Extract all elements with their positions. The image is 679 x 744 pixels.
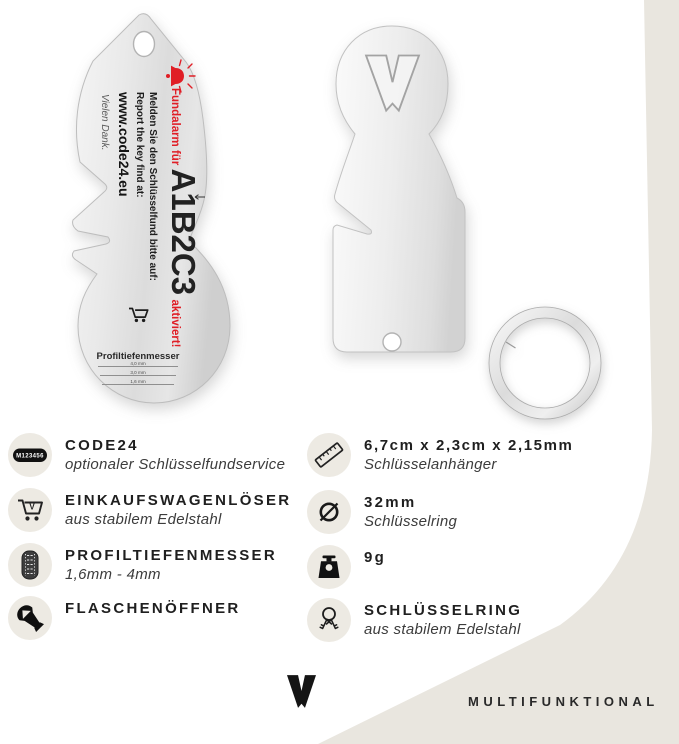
feature-code24 xyxy=(8,433,285,477)
feature-bottle-opener xyxy=(8,596,241,640)
feature-subtitle: aus stabilem Edelstahl xyxy=(65,511,222,528)
gauge-title: Profiltiefenmesser xyxy=(96,351,180,362)
footer-tagline: MULTIFUNKTIONAL xyxy=(468,694,659,709)
alarm-suffix-text: aktiviert! xyxy=(169,299,181,348)
feature-subtitle: 1,6mm - 4mm xyxy=(65,566,161,583)
svg-text:1,6 mm: 1,6 mm xyxy=(130,379,146,384)
feature-subtitle: Schlüsselanhänger xyxy=(364,456,497,473)
feature-ring-diameter xyxy=(307,490,457,534)
feature-tread-gauge xyxy=(8,543,277,587)
svg-text:4,0 mm: 4,0 mm xyxy=(130,361,146,366)
feature-subtitle: Schlüsselring xyxy=(364,513,458,530)
ruler-icon xyxy=(307,433,351,477)
feature-subtitle: optionaler Schlüsselfundservice xyxy=(65,456,286,473)
feature-title: 9g xyxy=(364,549,387,566)
svg-text:V: V xyxy=(29,502,35,512)
feature-title: SCHLÜSSELRING xyxy=(364,602,523,619)
left-tag-hole xyxy=(134,32,155,57)
report-line-de: Melden Sie den Schlüsselfund bitte auf: xyxy=(147,92,158,281)
feature-dimensions xyxy=(307,433,574,477)
feature-weight xyxy=(307,545,386,589)
brand-v-logo xyxy=(283,673,320,711)
right-tag-hole xyxy=(383,333,401,351)
svg-text:3,0 mm: 3,0 mm xyxy=(130,370,146,375)
svg-text:M123456: M123456 xyxy=(16,453,44,460)
key-ring-photo xyxy=(486,304,604,422)
feature-title: 32mm xyxy=(364,494,417,511)
code24-url: www.code24.eu xyxy=(116,92,132,197)
split-ring-gap xyxy=(506,342,516,348)
id-tag-icon xyxy=(8,433,52,477)
feature-title: PROFILTIEFENMESSER xyxy=(65,547,277,564)
alarm-prefix-text: Fundalarm für xyxy=(169,88,181,169)
feature-title: EINKAUFSWAGENLÖSER xyxy=(65,492,292,509)
key-code-text: A1B2C3 xyxy=(165,168,202,296)
feature-title: 6,7cm x 2,3cm x 2,15mm xyxy=(364,437,574,454)
feature-cart-release xyxy=(8,488,291,532)
thanks-text: Vielen Dank. xyxy=(99,94,110,151)
steel-key-tag-photo xyxy=(325,22,470,362)
keyring-icon xyxy=(307,598,351,642)
feature-keyring xyxy=(307,598,522,642)
feature-subtitle: aus stabilem Edelstahl xyxy=(364,621,521,638)
printed-key-tag-photo xyxy=(62,10,242,406)
shopping-cart-icon xyxy=(8,488,52,532)
report-line-en: Report the key find at: xyxy=(134,92,145,198)
scale-icon xyxy=(307,545,351,589)
feature-title: CODE24 xyxy=(65,437,139,454)
diameter-icon xyxy=(307,490,351,534)
bottle-opener-icon xyxy=(8,596,52,640)
tire-tread-icon xyxy=(8,543,52,587)
feature-title: FLASCHENÖFFNER xyxy=(65,600,241,617)
